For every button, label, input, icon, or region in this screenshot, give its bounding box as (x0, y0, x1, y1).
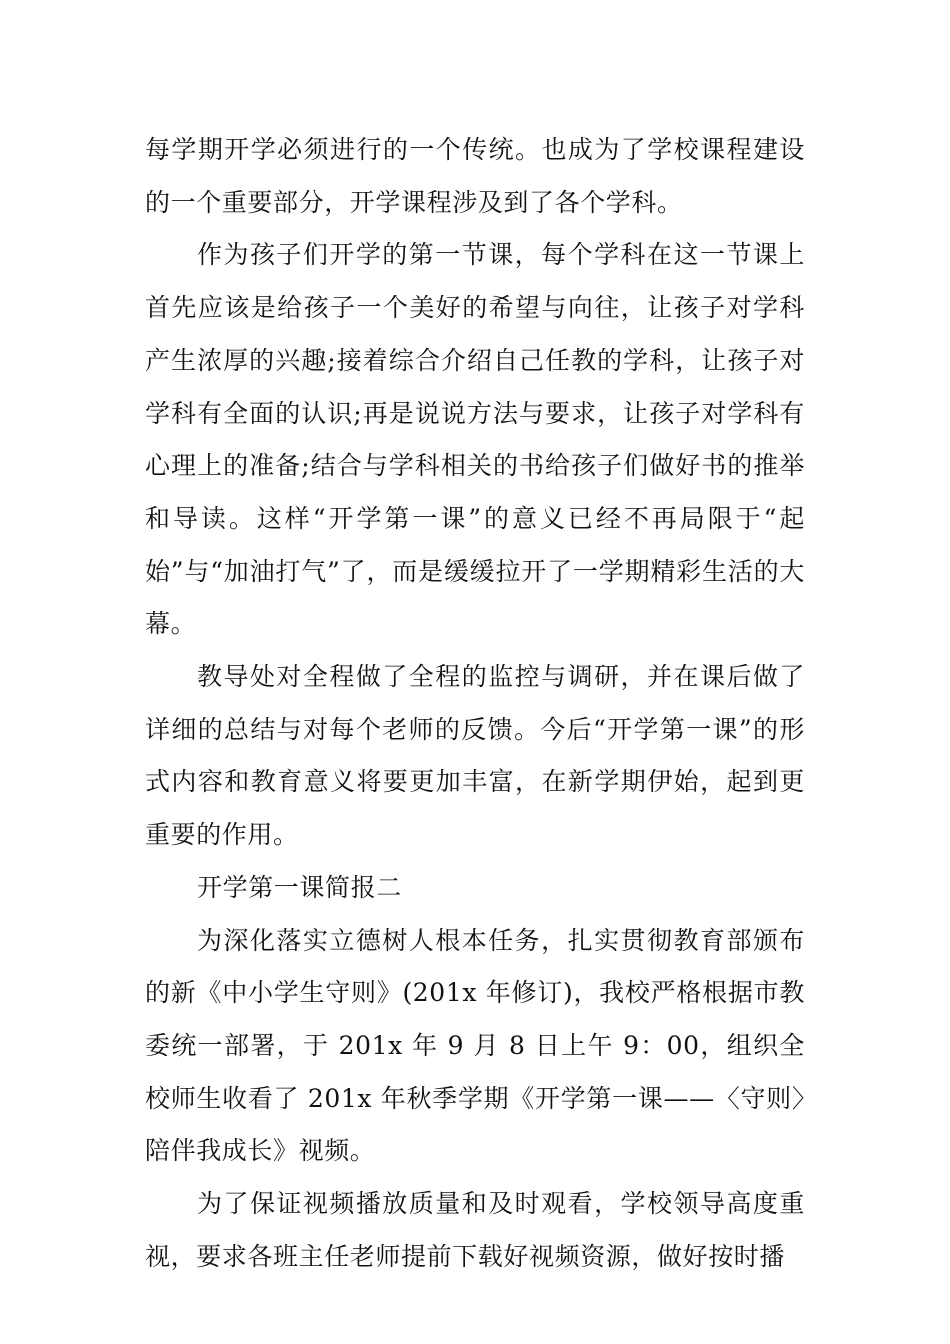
paragraph-2: 作为孩子们开学的第一节课，每个学科在这一节课上首先应该是给孩子一个美好的希望与向往，让孩子对学科产生浓厚的兴趣;接着综合介绍自己任教的学科，让孩子对学科有全面的认识;再是说说方法与要求，让孩子对学科有心理上的准备;结合与学科相关的书给孩子们做好书的推举和导读。这样“开学第一课”的意义已经不再局限于“起始”与“加油打气”了，而是缓缓拉开了一学期精彩生活的大幕。 (145, 240, 805, 639)
paragraph-1: 每学期开学必须进行的一个传统。也成为了学校课程建设的一个重要部分，开学课程涉及到了各个学科。 (145, 135, 805, 217)
section-heading: 开学第一课简报二 (197, 872, 402, 902)
paragraph-4: 为深化落实立德树人根本任务，扎实贯彻教育部颁布的新《中小学生守则》(201x 年修订)，我校严格根据市教委统一部署，于 201x 年 9 月 8 日上午 9：00，组织全校师生收看了 201x 年秋季学期《开学第一课——〈守则〉陪伴我成长》视频。 (145, 925, 805, 1166)
document-page (145, 124, 805, 1283)
paragraph-5: 为了保证视频播放质量和及时观看，学校领导高度重视，要求各班主任老师提前下载好视频资源，做好按时播 (145, 1189, 805, 1271)
paragraph-3: 教导处对全程做了全程的监控与调研，并在课后做了详细的总结与对每个老师的反馈。今后“开学第一课”的形式内容和教育意义将要更加丰富，在新学期伊始，起到更重要的作用。 (145, 662, 805, 850)
